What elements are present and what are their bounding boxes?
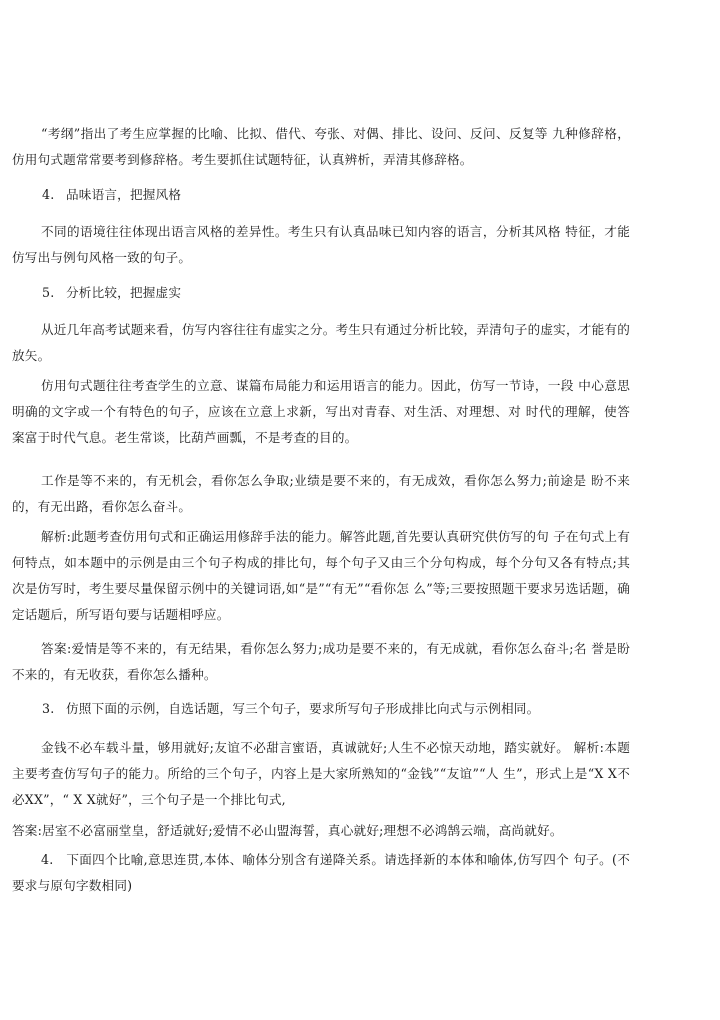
section-heading-4 xyxy=(42,182,181,208)
question-text: 仿照下面的示例，自选话题，写三个句子，要求所写句子形成排比向式与示例相同。 xyxy=(66,701,540,716)
question-number: 3. xyxy=(42,701,55,716)
answer-paragraph-2: 答案:居室不必富丽堂皇，舒适就好;爱情不必山盟海誓，真心就好;理想不必鸿鹄云端，高尚就好。 xyxy=(12,823,563,838)
paragraph-style: 不同的语境往往体现出语言风格的差异性。考生只有认真品味已知内容的语言，分析其风格 特征，才能仿写出与例句风格一致的句子。 xyxy=(12,224,630,265)
analysis-paragraph: 解析:此题考查仿用句式和正确运用修辞手法的能力。解答此题,首先要认真研究供仿写的句 子在句式上有何特点，如本题中的示例是由三个句子构成的排比句，每个句子又由三个分句构成，每个分句又各有特点;其次是仿写时，考生要尽量保留示例中的关键词语,如“是”“有无”“看你怎 么”等;三要按照题干要求另选话题，确定话题后，所写语句要与话题相呼应。 xyxy=(12,529,630,622)
answer-paragraph: 答案:爱情是等不来的，有无结果，看你怎么努力;成功是要不来的，有无成就，看你怎么奋斗;名 誉是盼不来的，有无收获，看你怎么播种。 xyxy=(12,641,630,682)
section-number: 5. xyxy=(42,285,55,300)
section-title: 品味语言，把握风格 xyxy=(66,187,182,202)
example-sentence-work: 工作是等不来的，有无机会，看你怎么争取;业绩是要不来的，有无成效，看你怎么努力;前途是 盼不来的，有无出路，看你怎么奋斗。 xyxy=(12,473,630,514)
section-number: 4. xyxy=(42,187,55,202)
paragraph-innovation: 仿用句式题往往考查学生的立意、谋篇布局能力和运用语言的能力。因此，仿写一节诗，一段 中心意思明确的文字或一个有特色的句子，应该在立意上求新，写出对青春、对生活、对理想、对 时代的理解，使答案富于时代气息。老生常谈，比葫芦画瓢，不是考查的目的。 xyxy=(12,378,630,445)
question-number: 4. xyxy=(41,852,54,867)
section-heading-5 xyxy=(42,280,181,306)
paragraph-rhetoric-intro: “考纲”指出了考生应掌握的比喻、比拟、借代、夸张、对偶、排比、设问、反问、反复等 九种修辞格，仿用句式题常常要考到修辞格。考生要抓住试题特征，认真辨析，弄清其修辞格。 xyxy=(12,126,630,167)
question-text: 下面四个比喻,意思连贯,本体、喻体分别含有递降关系。请选择新的本体和喻体,仿写四个 句子。(不要求与原句字数相同) xyxy=(12,852,630,893)
question-3 xyxy=(42,696,539,722)
question-4 xyxy=(12,847,630,899)
example-sentence-money: 金钱不必车载斗量，够用就好;友谊不必甜言蜜语，真诚就好;人生不必惊天动地，踏实就好。 解析:本题主要考查仿写句子的能力。所给的三个句子，内容上是大家所熟知的“金钱”“友谊”“人 生”，形式上是“X X不必XX”，“ X X就好”，三个句子是一个排比句式, xyxy=(12,740,630,807)
section-title: 分析比较，把握虚实 xyxy=(66,285,182,300)
paragraph-compare: 从近几年高考试题来看，仿写内容往往有虚实之分。考生只有通过分析比较，弄清句子的虚实，才能有的放矢。 xyxy=(12,322,630,363)
